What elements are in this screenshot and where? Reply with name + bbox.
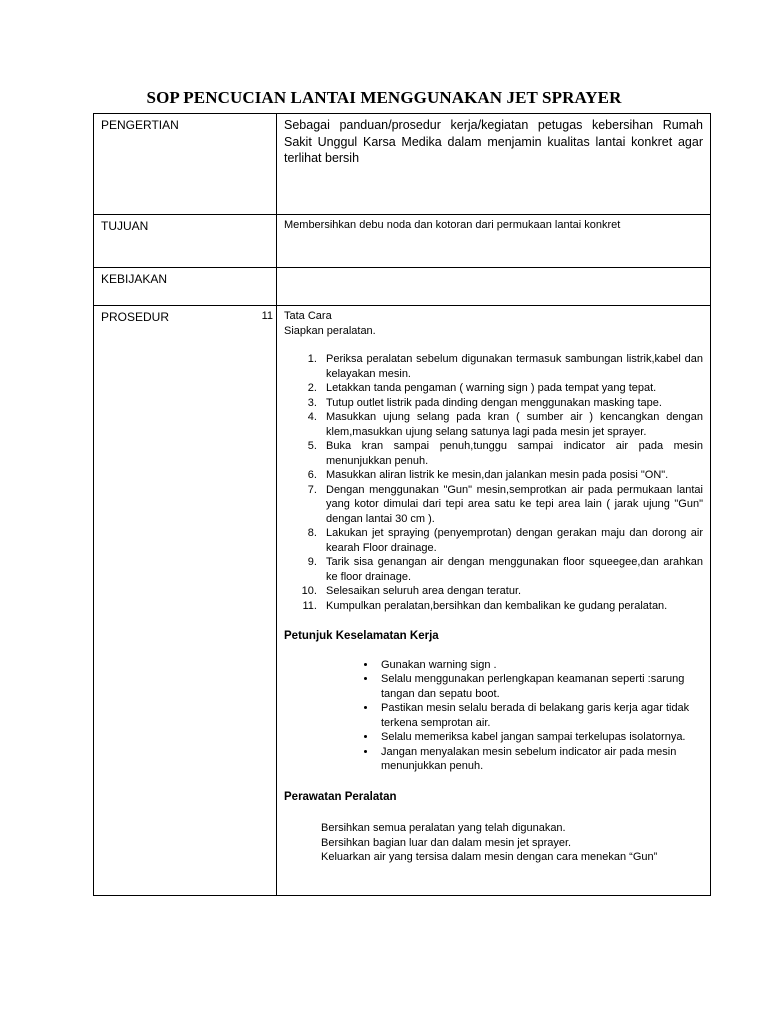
prosedur-number: 11 <box>261 310 273 322</box>
content-cell <box>277 215 711 268</box>
tujuan-text: Membersihkan debu noda dan kotoran dari permukaan lantai konkret <box>284 219 621 231</box>
care-item: Bersihkan bagian luar dan dalam mesin jet sprayer. <box>321 836 572 849</box>
sop-table <box>93 113 711 896</box>
row-tujuan <box>94 215 711 268</box>
procedure-step: 5. Buka kran sampai penuh,tunggu sampai indicator air pada mesin menunjukkan penuh. <box>320 439 703 468</box>
row-label-prosedur <box>94 306 276 324</box>
row-label-kebijakan: KEBIJAKAN <box>101 272 168 286</box>
procedure-step: 1. Periksa peralatan sebelum digunakan termasuk sambungan listrik,kabel dan kelayakan mesin. <box>320 352 703 381</box>
safety-item: • Pastikan mesin selalu berada di belakang garis kerja agar tidak terkena semprotan air. <box>377 701 703 730</box>
row-label-pengertian: PENGERTIAN <box>101 118 179 132</box>
procedure-step: 4. Masukkan ujung selang pada kran ( sumber air ) kencangkan dengan klem,masukkan ujung selang satunya lagi pada mesin jet sprayer. <box>320 410 703 439</box>
procedure-step: 8. Lakukan jet spraying (penyemprotan) dengan gerakan maju dan dorong air kearah Floor drainage. <box>320 526 703 555</box>
prosedur-label: PROSEDUR <box>101 310 170 324</box>
content-cell <box>277 268 711 306</box>
label-cell <box>94 268 277 306</box>
label-cell <box>94 114 277 215</box>
content-cell <box>277 306 711 896</box>
prosedur-intro-text: Siapkan peralatan. <box>284 324 376 337</box>
safety-heading: Petunjuk Keselamatan Kerja <box>284 630 439 642</box>
care-list <box>284 821 703 865</box>
row-pengertian <box>94 114 711 215</box>
procedure-steps-list <box>284 352 703 613</box>
procedure-step: 7. Dengan menggunakan "Gun" mesin,semprotkan air pada permukaan lantai yang kotor dimulai dari tepi area satu ke tepi area lain ( jarak ujung "Gun" dengan lantai 30 cm ). <box>320 483 703 527</box>
safety-list <box>284 658 703 774</box>
procedure-step: 2. Letakkan tanda pengaman ( warning sign ) pada tempat yang tepat. <box>320 381 703 396</box>
procedure-step: 3. Tutup outlet listrik pada dinding dengan menggunakan masking tape. <box>320 396 703 411</box>
procedure-step: 6. Masukkan aliran listrik ke mesin,dan jalankan mesin pada posisi "ON". <box>320 468 703 483</box>
procedure-step: 11. Kumpulkan peralatan,bersihkan dan kembalikan ke gudang peralatan. <box>320 599 703 614</box>
safety-item: • Gunakan warning sign . <box>377 658 703 673</box>
content-cell <box>277 114 711 215</box>
care-heading: Perawatan Peralatan <box>284 790 397 803</box>
row-prosedur <box>94 306 711 896</box>
label-cell <box>94 306 277 896</box>
page-title: SOP PENCUCIAN LANTAI MENGGUNAKAN JET SPRAYER <box>146 88 622 107</box>
pengertian-text: Sebagai panduan/prosedur kerja/kegiatan petugas kebersihan Rumah Sakit Unggul Karsa Medika dalam menjamin kualitas lantai konkret agar terlihat bersih <box>284 118 703 165</box>
procedure-step: 10. Selesaikan seluruh area dengan teratur. <box>320 584 703 599</box>
care-item: Bersihkan semua peralatan yang telah digunakan. <box>321 822 566 834</box>
prosedur-intro-title: Tata Cara <box>284 310 332 322</box>
safety-item: • Selalu menggunakan perlengkapan keamanan seperti :sarung tangan dan sepatu boot. <box>377 672 703 701</box>
safety-item: • Selalu memeriksa kabel jangan sampai terkelupas isolatornya. <box>377 730 703 745</box>
kebijakan-text <box>277 268 710 272</box>
safety-item: • Jangan menyalakan mesin sebelum indicator air pada mesin menunjukkan penuh. <box>377 745 703 774</box>
care-item: Keluarkan air yang tersisa dalam mesin dengan cara menekan “Gun” <box>321 851 658 863</box>
prosedur-content <box>277 306 710 865</box>
row-label-tujuan: TUJUAN <box>101 219 149 233</box>
row-kebijakan <box>94 268 711 306</box>
label-cell <box>94 215 277 268</box>
procedure-step: 9. Tarik sisa genangan air dengan menggunakan floor squeegee,dan arahkan ke floor drainage. <box>320 555 703 584</box>
